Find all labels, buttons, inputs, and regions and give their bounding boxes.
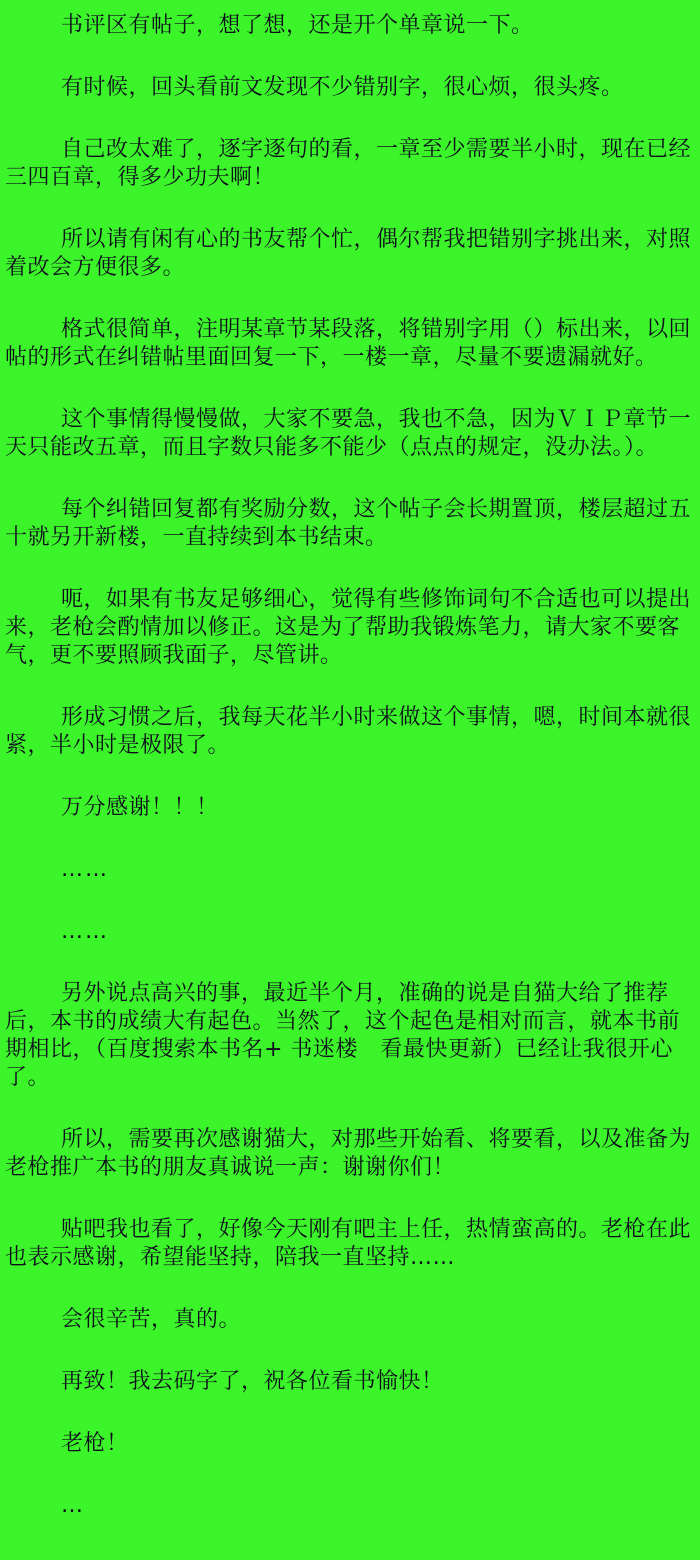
- paragraph: 格式很简单，注明某章节某段落，将错别字用（）标出来，以回帖的形式在纠错帖里面回复一下，一楼一章，尽量不要遗漏就好。: [5, 317, 692, 370]
- paragraph: 呃，如果有书友足够细心，觉得有些修饰词句不合适也可以提出来，老枪会酌情加以修正。这是为了帮助我锻炼笔力，请大家不要客气，更不要照顾我面子，尽管讲。: [5, 587, 692, 668]
- paragraph: 自己改太难了，逐字逐句的看，一章至少需要半小时，现在已经三四百章，得多少功夫啊！: [5, 137, 692, 190]
- paragraph: 每个纠错回复都有奖励分数，这个帖子会长期置顶，楼层超过五十就另开新楼，一直持续到本书结束。: [5, 497, 692, 550]
- ellipsis-paragraph: …: [61, 1493, 85, 1518]
- paragraph: 会很辛苦，真的。: [61, 1307, 242, 1332]
- paragraph: 所以，需要再次感谢猫大，对那些开始看、将要看，以及准备为老枪推广本书的朋友真诚说一声：谢谢你们！: [5, 1127, 692, 1180]
- paragraph: 书评区有帖子，想了想，还是开个单章说一下。: [61, 13, 534, 38]
- paragraph: 再致！我去码字了，祝各位看书愉快！: [61, 1369, 444, 1394]
- paragraph: 这个事情得慢慢做，大家不要急，我也不急，因为ＶＩＰ章节一天只能改五章，而且字数只能多不能少（点点的规定，没办法。）。: [5, 407, 692, 460]
- paragraph: 贴吧我也看了，好像今天刚有吧主上任，热情蛮高的。老枪在此也表示感谢，希望能坚持，陪我一直坚持……: [5, 1217, 692, 1270]
- ellipsis-paragraph: ……: [61, 919, 109, 944]
- author-signature: 老枪！: [61, 1431, 129, 1456]
- paragraph: 万分感谢！！！: [61, 795, 219, 820]
- paragraph: 形成习惯之后，我每天花半小时来做这个事情，嗯，时间本就很紧，半小时是极限了。: [5, 705, 692, 758]
- paragraph: 所以请有闲有心的书友帮个忙，偶尔帮我把错别字挑出来，对照着改会方便很多。: [5, 227, 692, 280]
- paragraph: 有时候，回头看前文发现不少错别字，很心烦，很头疼。: [61, 75, 624, 100]
- paragraph: 另外说点高兴的事，最近半个月，准确的说是自猫大给了推荐后，本书的成绩大有起色。当然了，这个起色是相对而言，就本书前期相比，（百度搜索本书名+ 书迷楼 看最快更新）已经让我很开心了。: [5, 981, 681, 1090]
- ellipsis-paragraph: ……: [61, 857, 109, 882]
